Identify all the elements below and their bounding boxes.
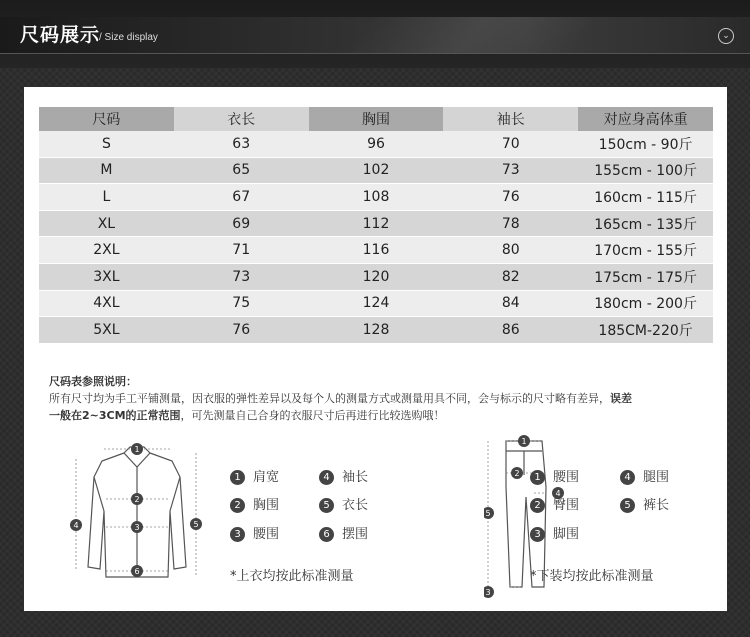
col-chest: 胸围: [309, 107, 444, 131]
cell-height-weight: 165cm - 135斤: [578, 210, 713, 237]
cell-sleeve: 76: [443, 184, 578, 211]
table-row: [39, 210, 713, 237]
marker-label: 5: [193, 520, 199, 529]
cell-height-weight: 180cm - 200斤: [578, 290, 713, 317]
table-row: [39, 157, 713, 184]
marker-label: 2: [134, 495, 140, 504]
pants-note: *下装均按此标准测量: [530, 569, 654, 584]
note-line1: 所有尺寸均为手工平铺测量，因衣服的弹性差异以及每个人的测量方式或测量用具不同，会与标示的尺寸略有差异，: [49, 392, 610, 405]
legend-pants-ankle: 3 脚围: [530, 526, 579, 544]
note-line1-bold: 误差: [610, 392, 632, 405]
col-length: 衣长: [174, 107, 309, 131]
col-height-weight: 对应身高体重: [578, 107, 713, 131]
cell-size: M: [39, 157, 174, 184]
cell-length: 63: [174, 131, 309, 157]
legend-chest: 2 胸围: [230, 497, 279, 515]
cell-length: 67: [174, 184, 309, 211]
table-row: [39, 290, 713, 317]
legend-pants-thigh: 4 腿围: [620, 469, 669, 487]
legend-length: 5 衣长: [319, 497, 368, 515]
cell-chest: 128: [309, 317, 444, 344]
cell-chest: 102: [309, 157, 444, 184]
marker-label: 4: [73, 521, 79, 530]
chevron-down-icon[interactable]: ⌄: [718, 28, 734, 44]
shirt-diagram: [62, 437, 212, 592]
legend-pants-waist: 1 腰围: [530, 469, 579, 487]
cell-sleeve: 82: [443, 263, 578, 290]
legend-pants-length: 5 裤长: [620, 497, 669, 515]
cell-size: 4XL: [39, 290, 174, 317]
cell-length: 76: [174, 317, 309, 344]
table-row: [39, 237, 713, 264]
legend-hem: 6 摆围: [319, 526, 368, 544]
cell-height-weight: 155cm - 100斤: [578, 157, 713, 184]
cell-height-weight: 160cm - 115斤: [578, 184, 713, 211]
cell-size: 5XL: [39, 317, 174, 344]
cell-sleeve: 78: [443, 210, 578, 237]
shirt-note: *上衣均按此标准测量: [230, 569, 354, 584]
legend-shoulder: 1 肩宽: [230, 469, 279, 487]
cell-sleeve: 80: [443, 237, 578, 264]
marker-label: 2: [514, 469, 520, 478]
cell-chest: 96: [309, 131, 444, 157]
col-sleeve: 袖长: [443, 107, 578, 131]
cell-chest: 112: [309, 210, 444, 237]
marker-label: 3: [485, 588, 491, 597]
legend-sleeve: 4 袖长: [319, 469, 368, 487]
cell-height-weight: 170cm - 155斤: [578, 237, 713, 264]
cell-length: 73: [174, 263, 309, 290]
cell-sleeve: 84: [443, 290, 578, 317]
section-subtitle: / Size display: [99, 32, 158, 43]
table-row: [39, 317, 713, 344]
cell-height-weight: 150cm - 90斤: [578, 131, 713, 157]
size-panel: [24, 87, 727, 611]
marker-label: 4: [555, 489, 561, 498]
cell-sleeve: 70: [443, 131, 578, 157]
note-line2: ，可先测量自己合身的衣服尺寸后再进行比较选购哦！: [180, 409, 445, 422]
cell-chest: 116: [309, 237, 444, 264]
table-row: [39, 184, 713, 211]
cell-size: 3XL: [39, 263, 174, 290]
cell-sleeve: 86: [443, 317, 578, 344]
header: [0, 0, 750, 68]
cell-length: 69: [174, 210, 309, 237]
legend-waist: 3 腰围: [230, 526, 279, 544]
cell-chest: 108: [309, 184, 444, 211]
marker-label: 1: [134, 445, 140, 454]
note-text: [49, 390, 713, 424]
marker-label: 6: [134, 567, 140, 576]
cell-length: 71: [174, 237, 309, 264]
marker-label: 3: [134, 523, 140, 532]
cell-length: 75: [174, 290, 309, 317]
cell-size: L: [39, 184, 174, 211]
cell-size: 2XL: [39, 237, 174, 264]
size-table: [39, 107, 713, 344]
marker-label: 5: [485, 509, 491, 518]
note-line2-bold: 一般在2~3CM的正常范围: [49, 409, 181, 422]
table-row: [39, 263, 713, 290]
cell-length: 65: [174, 157, 309, 184]
size-table-header: [39, 107, 713, 131]
section-title: 尺码展示: [20, 24, 101, 46]
note-title: 尺码表参照说明：: [49, 375, 137, 388]
cell-height-weight: 185CM-220斤: [578, 317, 713, 344]
legend-pants-hip: 2 臀围: [530, 497, 579, 515]
cell-height-weight: 175cm - 175斤: [578, 263, 713, 290]
header-divider: [0, 53, 750, 54]
cell-size: XL: [39, 210, 174, 237]
col-size: 尺码: [39, 107, 174, 131]
cell-sleeve: 73: [443, 157, 578, 184]
cell-chest: 120: [309, 263, 444, 290]
cell-chest: 124: [309, 290, 444, 317]
cell-size: S: [39, 131, 174, 157]
marker-label: 1: [521, 437, 527, 446]
table-row: [39, 131, 713, 157]
